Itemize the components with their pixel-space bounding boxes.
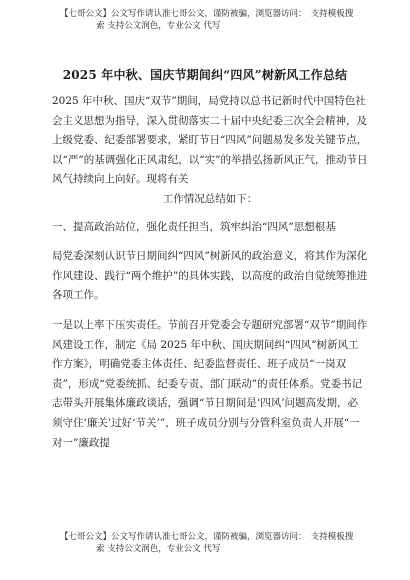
- intro-paragraph: 2025 年中秋、国庆“双节”期间，局党持以总书记新时代中国特色社会主义思想为指导，深入贯彻落实二十届中央纪委三次全会精神，及上级党委、纪委部署要求，紧盯节日“四风”问题易发多发关键节点，以“严”的基调强化正风肃纪，以“实”的举措弘扬新风正气，推动节日风气持续向上向好。现将有关: [52, 95, 368, 186]
- header-notice-line1: 【七哥公文】公文写作请认准七哥公文，谨防被骗，浏览器访问： 支持模板搜: [60, 9, 354, 19]
- document-title: 2025 年中秋、国庆节期间纠“四风”树新风工作总结: [62, 68, 348, 82]
- document-body: [52, 92, 368, 453]
- header-notice-line2: 索 支持公文润色，专业公文 代写: [96, 21, 221, 31]
- section-1-paragraph-1: 局党委深刻认识节日期间纠“四风”树新风的政治意义，将其作为深化作风建设、践行“两个维护”的具体实践，以高度的政治自觉统筹推进各项工作。: [52, 250, 368, 302]
- footer-notice-line1: 【七哥公文】公文写作请认准七哥公文，谨防被骗，浏览器访问： 支持模板搜: [60, 532, 354, 542]
- footer-notice-line2: 索 支持公文润色，专业公文 代写: [96, 544, 221, 554]
- section-1-paragraph-2: 一是以上率下压实责任。节前召开党委会专题研究部署“双节”期间作风建设工作，制定《局 2025 年中秋、国庆期间纠“四风”树新风工作方案》，明确党委主体责任、纪委监督责任、班子成员“一岗双责”，形成“党委统抓、纪委专责、部门联动”的责任体系。党委书记志带头开展集体廉政谈话，强调“节日期间是‘四风’问题高发期，必须守住‘廉关’过好‘节关’”，班子成员分别与分管科室负责人开展“一对一”廉政提: [52, 318, 368, 449]
- footer-notice: [60, 531, 390, 555]
- section-heading-1: 一、提高政治站位，强化责任担当，筑牢纠治“四风”思想根基: [52, 220, 336, 233]
- intro-closing-line: 工作情况总结如下：: [162, 192, 258, 205]
- header-notice: [60, 8, 390, 32]
